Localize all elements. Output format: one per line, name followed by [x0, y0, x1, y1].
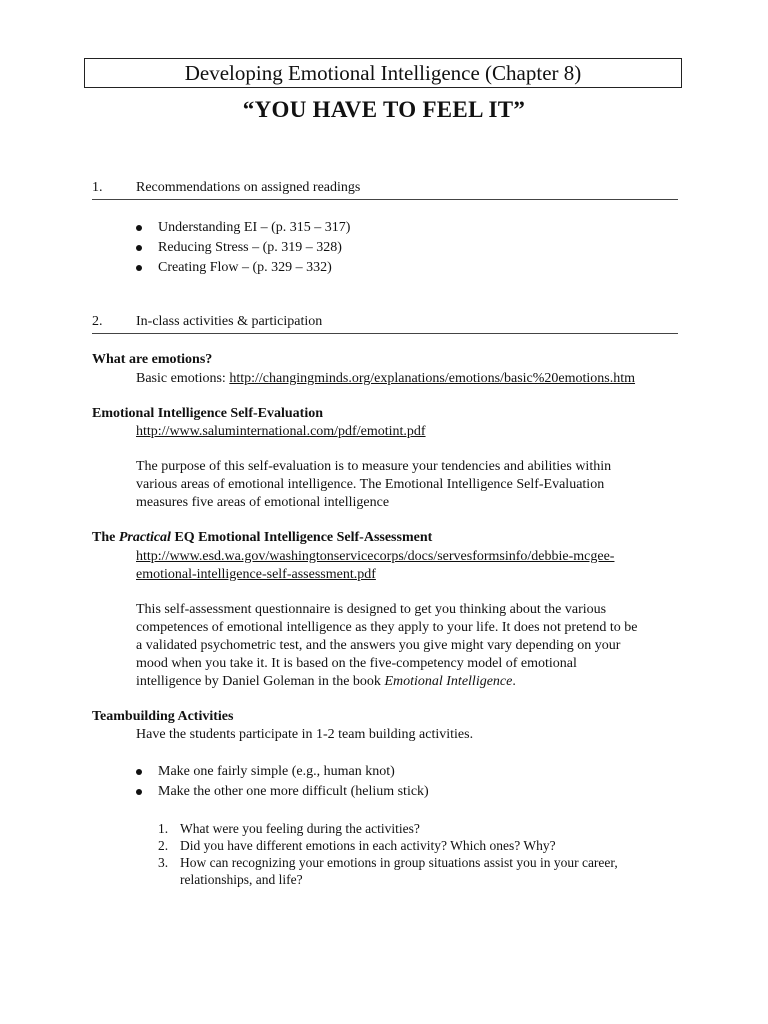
basic-emotions-label: Basic emotions:	[136, 371, 230, 386]
document-subtitle: “YOU HAVE TO FEEL IT”	[242, 97, 526, 122]
paragraph-text: intelligence by Daniel Goleman in the book	[136, 674, 385, 689]
paragraph-line: various areas of emotional intelligence. The Emotional Intelligence Self-Evaluation	[136, 477, 605, 492]
self-evaluation-link[interactable]: http://www.saluminternational.com/pdf/emotint.pdf	[136, 424, 426, 439]
bullet-icon	[136, 769, 142, 775]
list-item	[158, 837, 678, 854]
list-item	[136, 258, 350, 278]
bullet-icon	[136, 789, 142, 795]
reflection-questions	[158, 820, 678, 888]
readings-list	[136, 218, 350, 278]
list-item	[158, 820, 678, 837]
self-evaluation-link-line	[136, 423, 426, 441]
paragraph-line: This self-assessment questionnaire is designed to get you thinking about the various	[136, 602, 607, 617]
practical-eq-link-line-1	[136, 548, 614, 566]
teambuilding-heading: Teambuilding Activities	[92, 709, 234, 724]
paragraph-line: The purpose of this self-evaluation is to measure your tendencies and abilities within	[136, 459, 612, 474]
teambuilding-intro: Have the students participate in 1-2 team building activities.	[136, 727, 474, 742]
list-item	[136, 782, 429, 802]
question-number: 2.	[158, 838, 169, 853]
list-item-text: Reducing Stress – (p. 319 – 328)	[158, 240, 342, 255]
list-item	[136, 218, 350, 238]
practical-eq-link-continued[interactable]: emotional-intelligence-self-assessment.pdf	[136, 567, 376, 582]
bullet-icon	[136, 225, 142, 231]
bullet-icon	[136, 265, 142, 271]
list-item	[136, 762, 429, 782]
section-1-label: Recommendations on assigned readings	[136, 180, 361, 195]
list-item-text: Make one fairly simple (e.g., human knot)	[158, 764, 395, 779]
paragraph-line	[136, 673, 686, 691]
heading-italic-text: Practical	[118, 530, 171, 545]
section-2-label: In-class activities & participation	[136, 314, 323, 329]
question-number: 1.	[158, 821, 169, 836]
question-text: Did you have different emotions in each activity? Which ones? Why?	[180, 838, 556, 853]
practical-eq-paragraph	[136, 601, 686, 691]
list-item-text: Creating Flow – (p. 329 – 332)	[158, 260, 332, 275]
section-2-number: 2.	[92, 314, 103, 329]
list-item	[158, 854, 678, 888]
practical-eq-heading	[92, 529, 432, 547]
practical-eq-link-line-2	[136, 566, 376, 584]
paragraph-line: measures five areas of emotional intelligence	[136, 495, 390, 510]
book-title: Emotional Intelligence	[384, 674, 513, 689]
paragraph-line: a validated psychometric test, and the answers you give might vary depending on your	[136, 638, 621, 653]
question-text: What were you feeling during the activities?	[180, 821, 420, 836]
section-2-heading	[92, 313, 678, 334]
heading-text: EQ Emotional Intelligence Self-Assessment	[170, 530, 433, 545]
paragraph-text: .	[512, 674, 516, 689]
paragraph-line: competences of emotional intelligence as they apply to your life. It does not pretend to be	[136, 620, 638, 635]
question-text: How can recognizing your emotions in group situations assist you in your career, relationships, and life?	[180, 855, 618, 887]
section-1-heading	[92, 179, 678, 200]
paragraph-line: mood when you take it. It is based on the five-competency model of emotional	[136, 656, 577, 671]
self-evaluation-paragraph	[136, 458, 686, 512]
self-evaluation-heading: Emotional Intelligence Self-Evaluation	[92, 406, 323, 421]
heading-text: The	[92, 530, 119, 545]
list-item-text: Make the other one more difficult (helium stick)	[158, 784, 429, 799]
bullet-icon	[136, 245, 142, 251]
emotions-heading: What are emotions?	[92, 352, 213, 367]
section-1-number: 1.	[92, 180, 103, 195]
list-item	[136, 238, 350, 258]
list-item-text: Understanding EI – (p. 315 – 317)	[158, 220, 351, 235]
document-title: Developing Emotional Intelligence (Chapter 8)	[84, 58, 682, 88]
practical-eq-link[interactable]: http://www.esd.wa.gov/washingtonservicecorps/docs/servesformsinfo/debbie-mcgee-	[136, 549, 615, 564]
teambuilding-list	[136, 762, 429, 802]
basic-emotions-link[interactable]: http://changingminds.org/explanations/emotions/basic%20emotions.htm	[229, 371, 636, 386]
question-number: 3.	[158, 855, 169, 870]
basic-emotions-line	[136, 370, 635, 388]
